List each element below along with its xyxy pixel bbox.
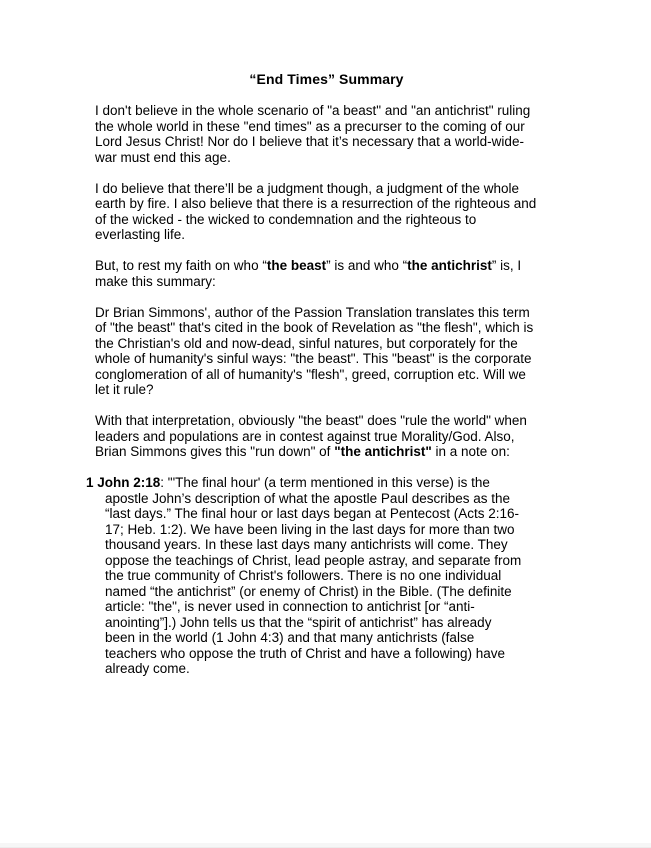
text-run: already come. (105, 661, 190, 676)
text-line (95, 119, 558, 135)
bold-text-run: 1 John 2:18 (86, 475, 161, 490)
text-line (95, 351, 558, 367)
text-line (86, 646, 558, 662)
text-line (86, 491, 558, 507)
text-run: the true community of Christ's followers. There is no one individual (105, 568, 502, 583)
text-line (95, 103, 558, 119)
text-line (86, 506, 558, 522)
document-title: “End Times” Summary (249, 71, 404, 87)
text-run: of "the beast" that's cited in the book of Revelation as "the flesh", which is (95, 320, 534, 335)
text-run: Brian Simmons gives this "run down" of (95, 444, 335, 459)
text-line (95, 444, 558, 460)
text-line (95, 367, 558, 383)
text-run: teachers who oppose the truth of Christ and have a following) have (105, 645, 505, 661)
text-line (95, 336, 558, 352)
text-run: Dr Brian Simmons', author of the Passion Translation translates this term (95, 304, 530, 320)
text-run: in a note on: (431, 444, 510, 459)
text-run: the Christian's old and now-dead, sinful natures, but corporately for the (95, 335, 518, 351)
text-line (86, 599, 558, 615)
text-line (95, 227, 558, 243)
scripture-note-paragraph (86, 475, 558, 677)
text-run: ” is, I (491, 258, 522, 273)
body-paragraph (95, 413, 558, 460)
text-run: make this summary: (95, 273, 216, 289)
text-line (95, 181, 558, 197)
text-run: everlasting life. (95, 227, 186, 242)
text-run: I do believe that there’ll be a judgment though, a judgment of the whole (95, 180, 520, 196)
text-run: article: "the", is never used in connection to antichrist [or “anti- (105, 599, 475, 614)
text-line (86, 475, 558, 491)
text-line (95, 305, 558, 321)
text-run: been in the world (1 John 4:3) and that many antichrists (false (105, 630, 475, 645)
text-line (95, 212, 558, 228)
text-run: whole of humanity's sinful ways: "the beast". This "beast" is the corporate (95, 351, 532, 366)
body-paragraph (95, 103, 558, 165)
bold-text-run: "the antichrist" (334, 444, 432, 459)
text-run: “last days.” The final hour or last days began at Pentecost (Acts 2:16- (105, 506, 519, 521)
page-bottom-edge (0, 843, 651, 848)
text-run: ” is and who “ (326, 258, 408, 273)
text-line (95, 320, 558, 336)
text-line (95, 196, 558, 212)
text-line (86, 630, 558, 646)
text-line (95, 134, 558, 150)
text-run: earth by fire. I also believe that there is a resurrection of the righteous and (95, 196, 537, 211)
text-run: thousand years. In these last days many antichrists will come. They (105, 537, 508, 552)
text-line (95, 274, 558, 290)
text-line (95, 382, 558, 398)
text-line (95, 150, 558, 166)
text-line (86, 568, 558, 584)
text-run: the whole world in these "end times" as a precurser to the coming of our (95, 118, 525, 134)
document-paragraphs (86, 103, 558, 677)
text-line (86, 522, 558, 538)
text-line (95, 413, 558, 429)
text-line (95, 429, 558, 445)
text-line (95, 258, 558, 274)
body-paragraph (95, 181, 558, 243)
text-run: But, to rest my faith on who “ (95, 258, 267, 273)
text-run: named “the antichrist” (or enemy of Christ) in the Bible. (The definite (105, 583, 512, 599)
text-line (86, 537, 558, 553)
text-line (86, 553, 558, 569)
text-line (86, 615, 558, 631)
text-run: With that interpretation, obviously "the beast" does "rule the world" when (95, 413, 527, 428)
text-run: oppose the teachings of Christ, lead people astray, and separate from (105, 552, 522, 568)
text-line (86, 584, 558, 600)
text-run: leaders and populations are in contest against true Morality/God. Also, (95, 428, 515, 444)
bold-text-run: the antichrist (407, 258, 492, 273)
text-run: apostle John’s description of what the apostle Paul describes as the (105, 490, 510, 506)
text-line (86, 661, 558, 677)
text-run: let it rule? (95, 382, 154, 397)
body-paragraph (95, 305, 558, 398)
text-run: Lord Jesus Christ! Nor do I believe that it’s necessary that a world-wide- (95, 134, 524, 149)
bold-text-run: the beast (266, 258, 327, 273)
text-run: anointing”].) John tells us that the “spirit of antichrist” has already (105, 614, 492, 630)
text-run: war must end this age. (95, 149, 231, 165)
text-run: 17; Heb. 1:2). We have been living in the last days for more than two (105, 521, 515, 537)
body-paragraph (95, 258, 558, 289)
text-run: I don't believe in the whole scenario of "a beast" and "an antichrist" ruling (95, 103, 531, 118)
text-run: : "'The final hour' (a term mentioned in this verse) is the (160, 475, 490, 490)
text-run: of the wicked - the wicked to condemnation and the righteous to (95, 211, 477, 227)
text-run: conglomeration of all of humanity's "flesh", greed, corruption etc. Will we (95, 366, 526, 382)
